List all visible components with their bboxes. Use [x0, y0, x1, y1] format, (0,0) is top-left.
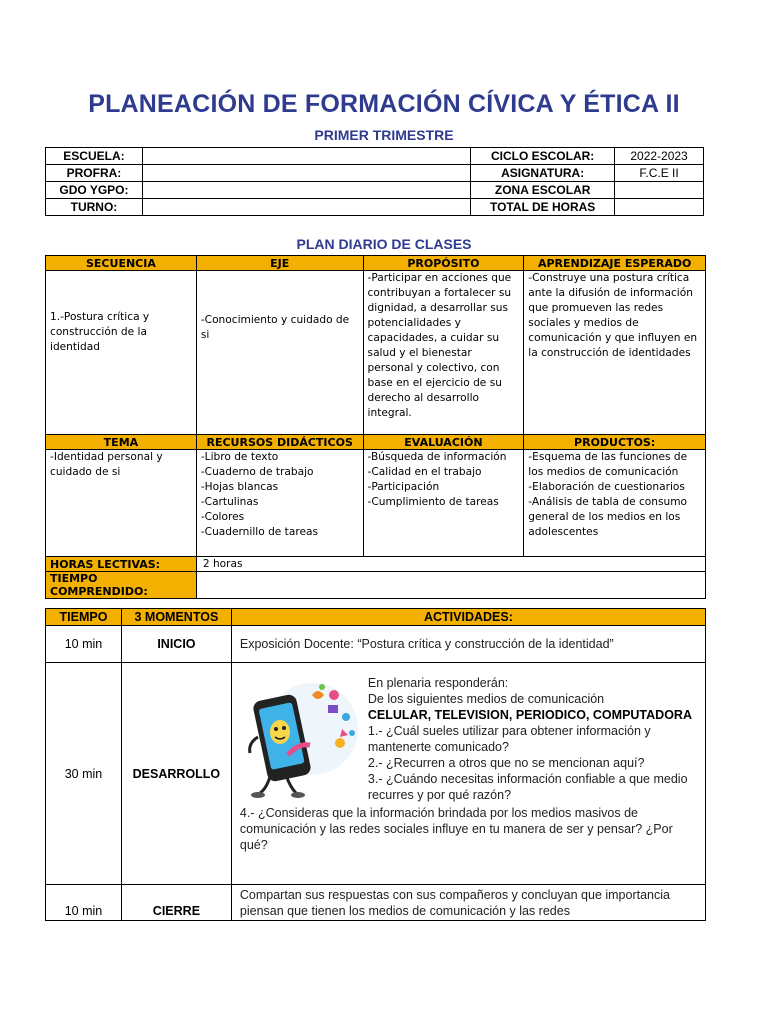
list-item: -Calidad en el trabajo	[367, 466, 482, 478]
desarrollo-cell	[231, 663, 705, 885]
question-2: 2.- ¿Recurren a otros que no se mencionan aquí?	[367, 756, 645, 770]
list-item: -Cuadernillo de tareas	[200, 526, 318, 538]
list-item: -Participación	[367, 481, 440, 493]
asignatura-value: F.C.E II	[615, 165, 704, 182]
ciclo-value: 2022-2023	[615, 148, 704, 165]
plan-title: PLAN DIARIO DE CLASES	[296, 236, 472, 252]
profra-label: PROFRA:	[46, 165, 143, 182]
header-productos: PRODUCTOS:	[524, 435, 706, 450]
header-proposito: PROPÓSITO	[363, 256, 524, 271]
list-item: -Hojas blancas	[200, 481, 279, 493]
horas-label: TOTAL DE HORAS	[471, 199, 615, 216]
escuela-value	[142, 148, 470, 165]
list-item: -Cartulinas	[200, 496, 259, 508]
header-eje: EJE	[196, 256, 363, 271]
question-4: 4.- ¿Consideras que la información brindada por los medios masivos de comunicación y las redes sociales influye en tu manera de ser y pensar? ¿Por qué?	[239, 806, 673, 852]
page-subtitle: PRIMER TRIMESTRE	[314, 127, 454, 143]
grado-value	[142, 182, 470, 199]
cartoon-smartphone-icon	[242, 677, 360, 805]
asignatura-label: ASIGNATURA:	[471, 165, 615, 182]
grado-label: GDO YGPO:	[46, 182, 143, 199]
inicio-momento: INICIO	[121, 626, 231, 663]
header-evaluacion: EVALUACIÓN	[363, 435, 524, 450]
recursos-cell	[196, 450, 363, 557]
horas-value	[615, 199, 704, 216]
aprendizaje-cell: -Construye una postura crítica ante la difusión de información que promueven las redes sociales y medios de comunicación y que influyen en la construcción de identidades	[524, 271, 706, 435]
question-1: 1.- ¿Cuál sueles utilizar para obtener información y mantenerte comunicado?	[367, 724, 651, 754]
eje-cell	[196, 271, 363, 435]
ciclo-label: CICLO ESCOLAR:	[471, 148, 615, 165]
cierre-text: Compartan sus respuestas con sus compañeros y concluyan que importancia piensan que tienen los medios de comunicación y las redes	[231, 885, 705, 921]
zona-label: ZONA ESCOLAR	[471, 182, 615, 199]
list-item: -Elaboración de cuestionarios	[528, 481, 685, 493]
header-momentos: 3 MOMENTOS	[121, 609, 231, 626]
proposito-cell: -Participar en acciones que contribuyan a fortalecer su dignidad, a desarrollar sus potencialidades y capacidades, a cuidar su salud y el bienestar personal y colectivo, con base en el ejercicio de su derecho al desarrollo integral.	[363, 271, 524, 435]
media-list: CELULAR, TELEVISION, PERIODICO, COMPUTADORA	[367, 708, 692, 722]
escuela-label: ESCUELA:	[46, 148, 143, 165]
desarrollo-momento: DESARROLLO	[121, 663, 231, 885]
turno-value	[142, 199, 470, 216]
daily-plan-table	[45, 255, 706, 599]
inicio-tiempo: 10 min	[46, 626, 122, 663]
eje-text: -Conocimiento y cuidado de si	[200, 313, 350, 341]
cierre-tiempo: 10 min	[46, 885, 122, 921]
secuencia-text: 1.-Postura crítica y construcción de la identidad	[50, 311, 150, 353]
tiempo-comprendido-value	[196, 572, 705, 599]
header-tiempo: TIEMPO	[46, 609, 122, 626]
header-secuencia: SECUENCIA	[46, 256, 197, 271]
list-item: -Análisis de tabla de consumo general de los medios en los adolescentes	[528, 496, 688, 538]
activities-table	[45, 608, 706, 921]
header-aprendizaje: APRENDIZAJE ESPERADO	[524, 256, 706, 271]
list-item: -Búsqueda de información	[367, 451, 507, 463]
profra-value	[142, 165, 470, 182]
list-item: -Cuaderno de trabajo	[200, 466, 314, 478]
header-tema: TEMA	[46, 435, 197, 450]
cierre-momento: CIERRE	[121, 885, 231, 921]
header-actividades: ACTIVIDADES:	[231, 609, 705, 626]
school-info-table	[45, 147, 704, 216]
desarrollo-line2: De los siguientes medios de comunicación	[367, 692, 605, 706]
list-item: -Esquema de las funciones de los medios de comunicación	[528, 451, 688, 478]
turno-label: TURNO:	[46, 199, 143, 216]
list-item: -Colores	[200, 511, 245, 523]
evaluacion-cell	[363, 450, 524, 557]
horas-lectivas-value: 2 horas	[196, 557, 705, 572]
list-item: -Cumplimiento de tareas	[367, 496, 499, 508]
zona-value	[615, 182, 704, 199]
productos-cell	[524, 450, 706, 557]
header-recursos: RECURSOS DIDÁCTICOS	[196, 435, 363, 450]
page-title: PLANEACIÓN DE FORMACIÓN CÍVICA Y ÉTICA II	[88, 90, 680, 118]
desarrollo-tiempo: 30 min	[46, 663, 122, 885]
tema-cell: -Identidad personal y cuidado de si	[46, 450, 197, 557]
tiempo-comprendido-label: TIEMPO COMPRENDIDO:	[46, 572, 197, 599]
question-3: 3.- ¿Cuándo necesitas información confiable a que medio recurres y por qué razón?	[367, 772, 688, 802]
inicio-text: Exposición Docente: “Postura crítica y construcción de la identidad”	[231, 626, 705, 663]
desarrollo-intro: En plenaria responderán:	[367, 676, 509, 690]
list-item: -Libro de texto	[200, 451, 279, 463]
secuencia-cell	[46, 271, 197, 435]
horas-lectivas-label: HORAS LECTIVAS:	[46, 557, 197, 572]
